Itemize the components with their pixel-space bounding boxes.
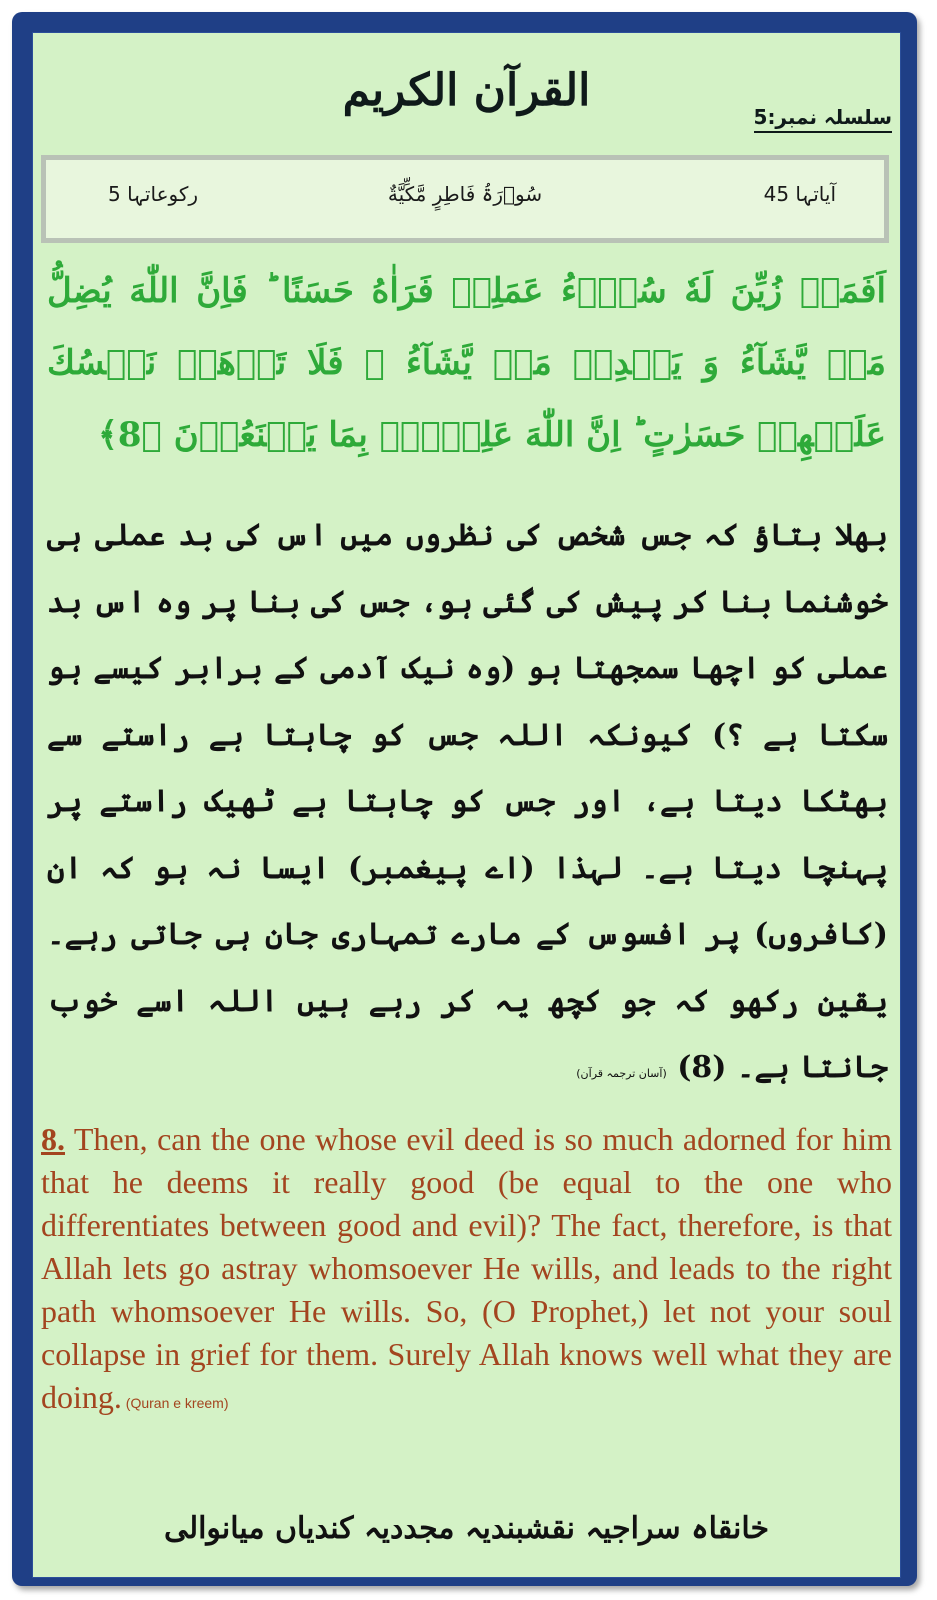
verse-number: 8. (41, 1121, 65, 1157)
surah-info-bar (41, 155, 889, 243)
header (33, 53, 900, 143)
ruku-count: رکوعاتہا 5 (108, 182, 199, 206)
english-source: (Quran e kreem) (121, 1395, 229, 1411)
urdu-source: (آسان ترجمہ قرآن) (576, 1067, 667, 1080)
urdu-text: بھلا بتاؤ کہ جس شخص کی نظروں میں اس کی بد عملی ہی خوشنما بنا کر پیش کی گئی ہو، جس کی بنا پر وہ اس بد عملی کو اچھا سمجھتا ہو (وہ نیک آدمی کے برابر کیسے ہو سکتا ہے ؟) کیونکہ اللہ جس کو چاہتا ہے راستے سے بھٹکا دیتا ہے، اور جس کو چاہتا ہے ٹھیک راستے پر پہنچا دیتا ہے۔ لہذا (اے پیغمبر) ایسا نہ ہو کہ ان (کافروں) پر افسوس کے مارے تمہاری جان ہی جاتی رہے۔ یقین رکھو کہ جو کچھ یہ کر رہے ہیں اللہ اسے خوب جانتا ہے۔ (8) (47, 518, 888, 1085)
serial-number: سلسلہ نمبر:5 (754, 105, 892, 133)
page-frame (12, 12, 917, 1586)
urdu-translation (47, 503, 888, 1108)
content-panel (32, 32, 901, 1578)
footer-attribution: خانقاہ سراجیہ نقشبندیہ مجددیہ کندیاں میانوالی (163, 1511, 770, 1546)
page-title: القرآن الکریم (342, 65, 591, 116)
surah-name: سُوۡرَۃُ فَاطِرٍ مَّكِّيَّةٌ (387, 182, 543, 206)
arabic-verse: اَفَمَنۡ زُيِّنَ لَهٗ سُوۡٓءُ عَمَلِهٖ فَرَاٰهُ حَسَنًا ؕ فَاِنَّ اللّٰهَ يُضِلُّ مَنۡ يَّشَآءُ وَ يَهۡدِىۡ مَنۡ يَّشَآءُ ۖ فَلَا تَذۡهَبۡ نَفۡسُكَ عَلَيۡهِمۡ حَسَرٰتٍ ؕ اِنَّ اللّٰهَ عَلِيۡمٌۢ بِمَا يَصۡنَعُوۡنَ ﴿8﴾ (47, 271, 886, 455)
english-translation (41, 1118, 892, 1425)
ayat-count: آیاتہا 45 (763, 182, 836, 206)
english-text: Then, can the one whose evil deed is so much adorned for him that he deems it really good (be equal to the one who differentiates between good and evil)? The fact, therefore, is that Allah lets go astray whomsoever He wills, and leads to the right path whomsoever He wills. So, (O Prophet,) let not your soul collapse in grief for them. Surely Allah knows well what they are doing. (41, 1121, 892, 1415)
